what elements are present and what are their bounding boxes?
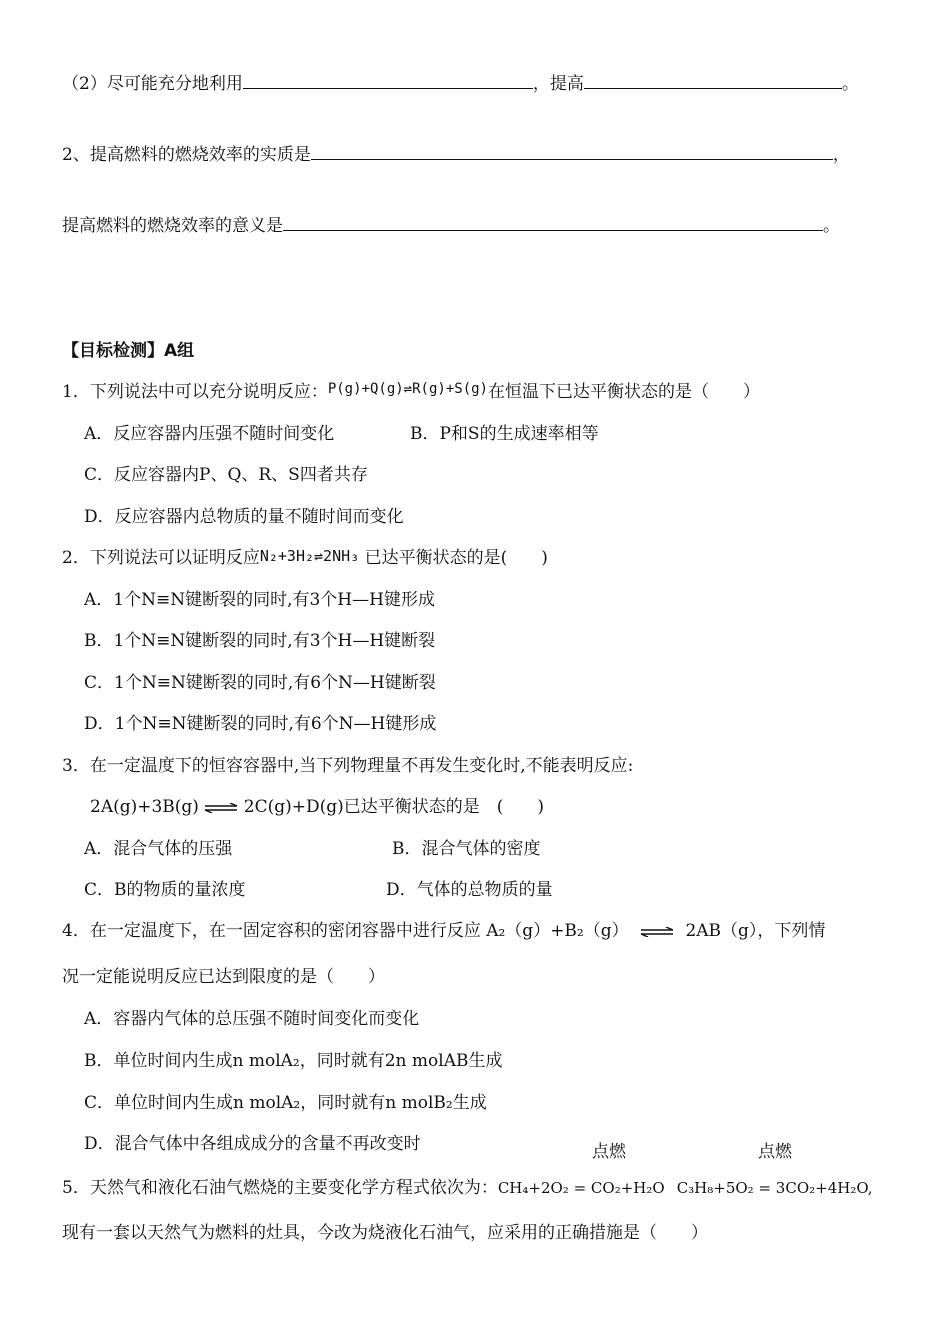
q2-line (62, 72, 859, 95)
q2-prefix: （2）尽可能充分地利用 (62, 74, 243, 94)
question-3-eq-left: 2A(g)+3B(g) (90, 797, 199, 817)
meaning-end: 。 (823, 216, 840, 236)
question-5-stem (62, 1177, 873, 1199)
answer-blank[interactable] (311, 143, 833, 160)
question-5-equation-2: C₃H₈+5O₂ = 3CO₂+4H₂O, (676, 1179, 873, 1197)
option-4c[interactable]: C．单位时间内生成n molA₂，同时就有n molB₂生成 (84, 1093, 487, 1113)
option-3c[interactable]: C．B的物质的量浓度 (84, 880, 246, 900)
option-2c[interactable]: C．1个N≡N键断裂的同时,有6个N—H键断裂 (84, 673, 436, 693)
option-1d[interactable]: D．反应容器内总物质的量不随时间而变化 (84, 507, 404, 527)
q2-end: 。 (841, 74, 859, 94)
question-2-suffix: 已达平衡状态的是( ) (359, 548, 548, 568)
efficiency-end: ， (832, 145, 850, 165)
efficiency-prefix: 2、提高燃料的燃烧效率的实质是 (62, 145, 311, 165)
meaning-prefix: 提高燃料的燃烧效率的意义是 (62, 216, 283, 236)
option-3a[interactable]: A．混合气体的压强 (84, 839, 233, 859)
option-4d[interactable]: D．混合气体中各组成成分的含量不再改变时 (84, 1134, 421, 1154)
option-2d[interactable]: D．1个N≡N键断裂的同时,有6个N—H键形成 (84, 714, 437, 734)
q2-mid: ，提高 (532, 74, 584, 94)
answer-blank[interactable] (584, 72, 842, 89)
efficiency-line (62, 143, 850, 166)
equilibrium-arrow-icon (204, 803, 238, 813)
question-5-stem-line2: 现有一套以天然气为燃料的灶具，今改为烧液化石油气，应采用的正确措施是（ ） (62, 1223, 708, 1243)
question-5-equation-1: CH₄+2O₂ = CO₂+H₂O (497, 1179, 665, 1197)
option-2a[interactable]: A．1个N≡N键断裂的同时,有3个H—H键形成 (84, 590, 435, 610)
question-3-stem: 3．在一定温度下的恒容容器中,当下列物理量不再发生变化时,不能表明反应: (62, 756, 634, 776)
option-3b[interactable]: B．混合气体的密度 (392, 839, 541, 859)
question-3-equation (90, 796, 544, 818)
option-1c[interactable]: C．反应容器内P、Q、R、S四者共存 (84, 465, 368, 485)
option-4b[interactable]: B．单位时间内生成n molA₂，同时就有2n molAB生成 (84, 1051, 503, 1071)
option-4a[interactable]: A．容器内气体的总压强不随时间变化而变化 (84, 1009, 420, 1029)
ignite-condition-2: 点燃 (758, 1142, 792, 1162)
question-5-prefix: 5．天然气和液化石油气燃烧的主要变化学方程式依次为： (62, 1178, 498, 1198)
answer-blank[interactable] (243, 72, 533, 89)
ignite-condition-1: 点燃 (592, 1142, 626, 1162)
question-4-suffix: 2AB（g），下列情 (685, 921, 826, 941)
option-2b[interactable]: B．1个N≡N键断裂的同时,有3个H—H键断裂 (84, 631, 436, 651)
equilibrium-arrow-icon (640, 927, 674, 937)
question-4-stem-line2: 况一定能说明反应已达到限度的是（ ） (62, 967, 385, 987)
question-1-stem (62, 381, 760, 404)
question-1-suffix: 在恒温下已达平衡状态的是（ ） (487, 382, 760, 402)
meaning-line (62, 214, 840, 237)
question-2-stem (62, 547, 548, 569)
question-1-equation: P(g)+Q(g)⇌R(g)+S(g) (327, 381, 488, 397)
option-3d[interactable]: D．气体的总物质的量 (386, 880, 553, 900)
question-3-eq-right: 2C(g)+D(g)已达平衡状态的是 ( ) (243, 797, 545, 817)
option-1a[interactable]: A．反应容器内压强不随时间变化 (84, 424, 335, 444)
option-1b[interactable]: B．P和S的生成速率相等 (410, 424, 599, 444)
section-title: 【目标检测】A组 (62, 341, 195, 361)
question-2-prefix: 2．下列说法可以证明反应 (62, 548, 260, 568)
question-4-prefix: 4．在一定温度下，在一固定容积的密闭容器中进行反应 A₂（g）+B₂（g） (62, 921, 629, 941)
question-4-stem (62, 920, 825, 942)
question-2-equation: N₂+3H₂⇌2NH₃ (259, 547, 360, 565)
answer-blank[interactable] (283, 214, 823, 231)
question-1-prefix: 1．下列说法中可以充分说明反应： (62, 382, 328, 402)
